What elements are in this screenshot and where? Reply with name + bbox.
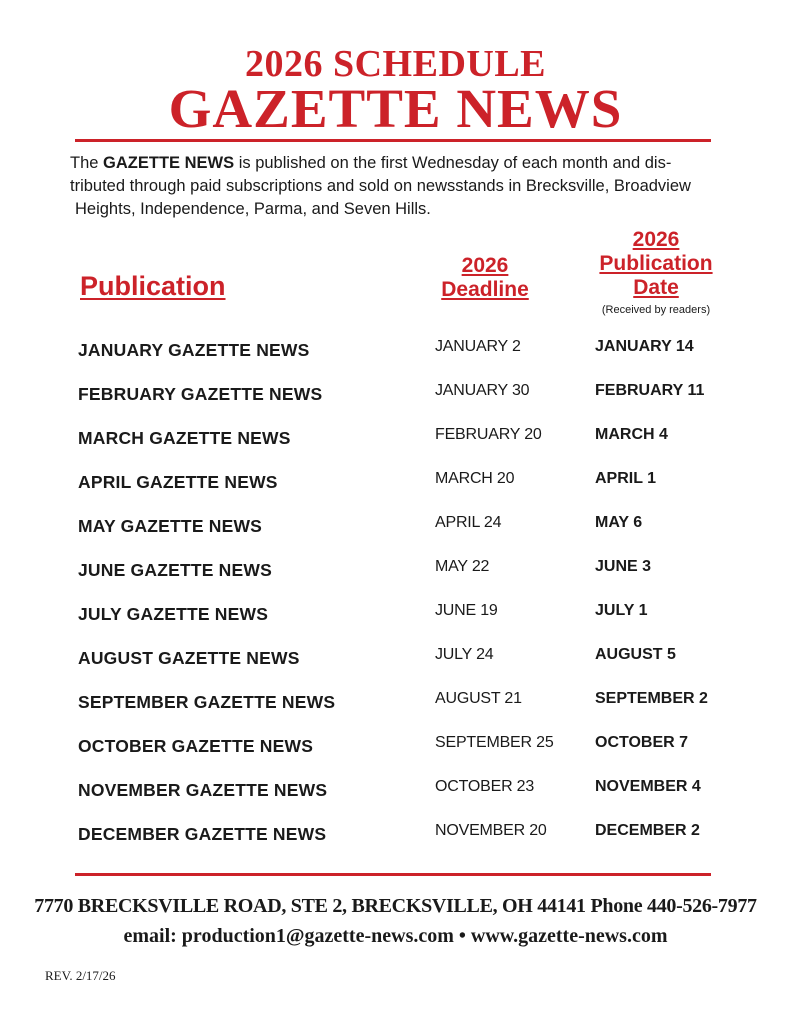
top-divider xyxy=(75,139,711,142)
table-row xyxy=(0,648,791,692)
pubdate-year: 2026 xyxy=(632,228,680,251)
pubdate-note: (Received by readers) xyxy=(601,304,711,316)
pub-date-cell: MARCH 4 xyxy=(595,426,668,443)
deadline-cell: AUGUST 21 xyxy=(435,690,522,707)
deadline-cell: JULY 24 xyxy=(435,646,494,663)
pubdate-label-1: Publication xyxy=(599,252,713,275)
pub-date-cell: JULY 1 xyxy=(595,602,648,619)
deadline-cell: JUNE 19 xyxy=(435,602,498,619)
deadline-cell: FEBRUARY 20 xyxy=(435,426,542,443)
pubdate-label-2: Date xyxy=(633,276,679,299)
footer-contact: email: production1@gazette-news.com • www.gazette-news.com xyxy=(123,925,668,947)
deadline-cell: JANUARY 30 xyxy=(435,382,530,399)
deadline-cell: JANUARY 2 xyxy=(435,338,521,355)
publication-cell: SEPTEMBER GAZETTE NEWS xyxy=(78,692,336,712)
pub-date-cell: DECEMBER 2 xyxy=(595,822,700,839)
intro-line-1: The GAZETTE NEWS is published on the first Wednesday of each month and dis- xyxy=(70,154,672,172)
footer-address: 7770 BRECKSVILLE ROAD, STE 2, BRECKSVILLE, OH 44141 Phone 440-526-7977 xyxy=(34,895,757,917)
publication-cell: JUNE GAZETTE NEWS xyxy=(78,560,272,580)
deadline-cell: SEPTEMBER 25 xyxy=(435,734,554,751)
intro-line-2: tributed through paid subscriptions and sold on newsstands in Brecksville, Broadview xyxy=(70,177,691,195)
table-row xyxy=(0,340,791,384)
pub-date-cell: OCTOBER 7 xyxy=(595,734,689,751)
deadline-cell: NOVEMBER 20 xyxy=(435,822,547,839)
intro-paragraph xyxy=(70,152,730,221)
table-row xyxy=(0,780,791,824)
table-row xyxy=(0,516,791,560)
pub-date-cell: FEBRUARY 11 xyxy=(595,382,705,399)
table-row xyxy=(0,384,791,428)
publication-cell: AUGUST GAZETTE NEWS xyxy=(78,648,300,668)
pub-date-cell: MAY 6 xyxy=(595,514,643,531)
pub-date-cell: JUNE 3 xyxy=(595,558,652,575)
revision-note: REV. 2/17/26 xyxy=(45,968,116,983)
intro-line-3: Heights, Independence, Parma, and Seven Hills. xyxy=(75,200,431,218)
pub-date-cell: SEPTEMBER 2 xyxy=(595,690,708,707)
table-row xyxy=(0,824,791,868)
publication-cell: DECEMBER GAZETTE NEWS xyxy=(78,824,327,844)
table-row xyxy=(0,472,791,516)
deadline-cell: MAY 22 xyxy=(435,558,490,575)
schedule-title: 2026 SCHEDULE xyxy=(244,43,547,85)
publication-cell: JULY GAZETTE NEWS xyxy=(78,604,269,624)
table-row xyxy=(0,428,791,472)
deadline-year: 2026 xyxy=(461,254,509,277)
publication-cell: JANUARY GAZETTE NEWS xyxy=(78,340,310,360)
publication-cell: MARCH GAZETTE NEWS xyxy=(78,428,291,448)
pub-date-cell: AUGUST 5 xyxy=(595,646,676,663)
publication-cell: APRIL GAZETTE NEWS xyxy=(78,472,278,492)
publication-cell: OCTOBER GAZETTE NEWS xyxy=(78,736,314,756)
column-header-publication: Publication xyxy=(80,271,226,301)
table-row xyxy=(0,604,791,648)
bottom-divider xyxy=(75,873,711,876)
pub-date-cell: JANUARY 14 xyxy=(595,338,694,355)
deadline-cell: MARCH 20 xyxy=(435,470,515,487)
publication-cell: NOVEMBER GAZETTE NEWS xyxy=(78,780,328,800)
column-header-publication-date xyxy=(583,228,729,318)
paper-name-title: GAZETTE NEWS xyxy=(168,78,623,139)
table-row xyxy=(0,560,791,604)
deadline-cell: OCTOBER 23 xyxy=(435,778,535,795)
pub-date-cell: NOVEMBER 4 xyxy=(595,778,701,795)
publication-cell: FEBRUARY GAZETTE NEWS xyxy=(78,384,323,404)
table-row xyxy=(0,736,791,780)
intro-bold-name: GAZETTE NEWS xyxy=(103,154,235,172)
deadline-cell: APRIL 24 xyxy=(435,514,502,531)
deadline-label: Deadline xyxy=(441,278,529,301)
publication-cell: MAY GAZETTE NEWS xyxy=(78,516,263,536)
pub-date-cell: APRIL 1 xyxy=(595,470,657,487)
table-row xyxy=(0,692,791,736)
column-header-deadline xyxy=(425,254,545,302)
